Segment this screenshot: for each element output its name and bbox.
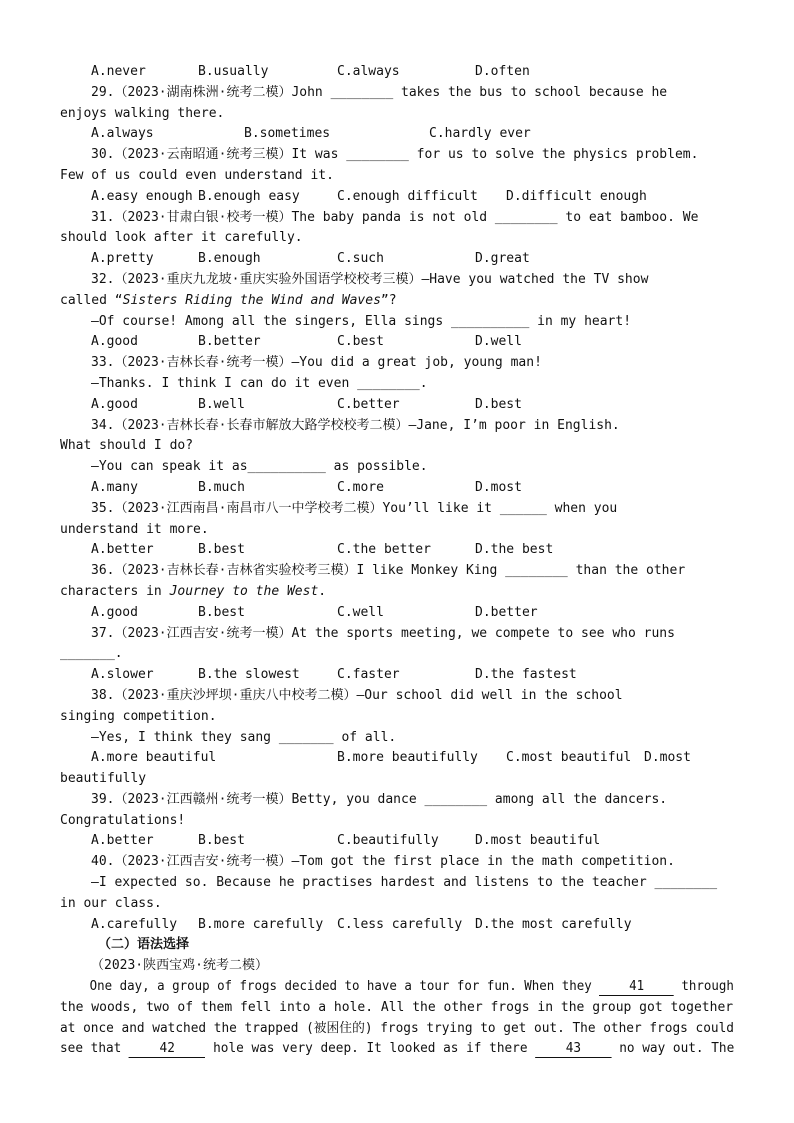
q35-stem-line1: 35.（2023·江西南昌·南昌市八一中学校考二模）You’ll like it ______ when you bbox=[91, 500, 618, 516]
passage-source: （2023·陕西宝鸡·统考二模） bbox=[91, 958, 268, 974]
q30-option-a: A.easy enough bbox=[91, 188, 193, 204]
q29-option-c: C.hardly ever bbox=[429, 126, 531, 142]
q36-option-d: D.better bbox=[475, 604, 538, 620]
q34-option-c: C.more bbox=[337, 479, 384, 495]
q36-book-title: Journey to the West bbox=[169, 583, 319, 599]
q28-option-a: A.never bbox=[91, 64, 146, 79]
passage-text: hole was very deep. It looked as if there bbox=[205, 1041, 536, 1057]
q28-options bbox=[60, 62, 734, 83]
q38-option-d-continued: beautifully bbox=[60, 771, 147, 787]
q28-option-b: B.usually bbox=[198, 64, 269, 79]
q31-stem-line2: should look after it carefully. bbox=[60, 230, 303, 246]
q36-stem-suffix: . bbox=[318, 583, 327, 599]
q30-option-c: C.enough difficult bbox=[337, 188, 478, 204]
passage-line2: the woods, two of them fell into a hole. All the other frogs in the group got together bbox=[60, 999, 734, 1015]
q32-stem-prefix: called “ bbox=[60, 292, 123, 308]
q34-option-a: A.many bbox=[91, 479, 138, 495]
q33-stem-line1: 33.（2023·吉林长春·统考一模）—You did a great job, young man! bbox=[91, 355, 542, 371]
q28-option-c: C.always bbox=[337, 64, 400, 79]
q37-option-a: A.slower bbox=[91, 667, 154, 683]
q29-option-a: A.always bbox=[91, 126, 154, 142]
passage-text: no way out. The bbox=[611, 1041, 735, 1057]
q36-stem-prefix: characters in bbox=[60, 583, 170, 599]
q38-option-a: A.more beautiful bbox=[91, 750, 217, 766]
q39-option-b: B.best bbox=[198, 833, 245, 849]
q28-option-d: D.often bbox=[475, 64, 530, 79]
q40-stem-line2: —I expected so. Because he practises hardest and listens to the teacher ________ bbox=[91, 875, 718, 891]
q37-option-b: B.the slowest bbox=[198, 667, 300, 683]
q34-option-d: D.most bbox=[475, 479, 522, 495]
passage-line1 bbox=[60, 977, 734, 998]
q36-option-b: B.best bbox=[198, 604, 245, 620]
q38-option-d: D.most bbox=[644, 750, 691, 766]
q40-option-d: D.the most carefully bbox=[475, 916, 632, 932]
q40-options bbox=[60, 915, 734, 936]
passage-line3: at once and watched the trapped (被困住的) frogs trying to get out. The other frogs could bbox=[60, 1020, 734, 1036]
q32-option-a: A.good bbox=[91, 334, 138, 350]
q32-option-c: C.best bbox=[337, 334, 384, 350]
q33-options bbox=[60, 395, 734, 416]
q33-option-a: A.good bbox=[91, 396, 138, 412]
q31-options bbox=[60, 249, 734, 270]
q37-stem-line2: _______. bbox=[60, 646, 123, 662]
q31-stem-line1: 31.（2023·甘肃白银·校考一模）The baby panda is not old ________ to eat bamboo. We bbox=[91, 209, 699, 225]
q32-stem-line3: —Of course! Among all the singers, Ella sings __________ in my heart! bbox=[91, 313, 632, 329]
q34-stem-line1: 34.（2023·吉林长春·长春市解放大路学校校考二模）—Jane, I’m poor in English. bbox=[91, 417, 620, 433]
q36-options bbox=[60, 603, 734, 624]
q34-options bbox=[60, 478, 734, 499]
q35-option-c: C.the better bbox=[337, 542, 431, 558]
q35-options bbox=[60, 540, 734, 561]
exam-page bbox=[60, 62, 734, 1060]
q37-option-d: D.the fastest bbox=[475, 667, 577, 683]
q40-option-c: C.less carefully bbox=[337, 916, 463, 932]
q36-stem-line2 bbox=[60, 582, 734, 603]
q35-option-a: A.better bbox=[91, 542, 154, 558]
q39-stem-line1: 39.（2023·江西赣州·统考一模）Betty, you dance ________ among all the dancers. bbox=[91, 791, 668, 807]
q32-stem-suffix: ”? bbox=[380, 292, 397, 308]
q34-stem-line2: What should I do? bbox=[60, 438, 194, 454]
q32-option-d: D.well bbox=[475, 334, 522, 350]
q35-option-d: D.the best bbox=[475, 542, 554, 558]
q40-stem-line1: 40.（2023·江西吉安·统考一模）—Tom got the first place in the math competition. bbox=[91, 854, 675, 870]
q34-stem-line3: —You can speak it as__________ as possible. bbox=[91, 459, 428, 475]
q33-option-b: B.well bbox=[198, 396, 245, 412]
passage-line4 bbox=[60, 1039, 735, 1060]
passage-text: through bbox=[673, 979, 734, 995]
q32-stem-line1: 32.（2023·重庆九龙坡·重庆实验外国语学校校考三模）—Have you watched the TV show bbox=[91, 271, 649, 287]
q36-stem-line1: 36.（2023·吉林长春·吉林省实验校考三模）I like Monkey King ________ than the other bbox=[91, 563, 686, 579]
q39-option-a: A.better bbox=[91, 833, 154, 849]
q32-show-title: Sisters Riding the Wind and Waves bbox=[122, 292, 381, 308]
q40-option-b: B.more carefully bbox=[198, 916, 324, 932]
q38-option-b: B.more beautifully bbox=[337, 750, 478, 766]
q37-option-c: C.faster bbox=[337, 667, 400, 683]
q39-option-c: C.beautifully bbox=[337, 833, 439, 849]
q32-option-b: B.better bbox=[198, 334, 261, 350]
q32-options bbox=[60, 332, 734, 353]
q38-option-c: C.most beautiful bbox=[506, 750, 632, 766]
q37-stem-line1: 37.（2023·江西吉安·统考一模）At the sports meeting, we compete to see who runs bbox=[91, 625, 675, 641]
q33-option-c: C.better bbox=[337, 396, 400, 412]
q30-option-d: D.difficult enough bbox=[506, 188, 647, 204]
q30-stem-line1: 30.（2023·云南昭通·统考三模）It was ________ for us to solve the physics problem. bbox=[91, 147, 699, 163]
q31-option-d: D.great bbox=[475, 251, 530, 267]
section-heading: （二）语法选择 bbox=[98, 937, 190, 953]
q35-option-b: B.best bbox=[198, 542, 245, 558]
q29-options bbox=[60, 124, 734, 145]
q35-stem-line2: understand it more. bbox=[60, 521, 209, 537]
q37-options bbox=[60, 665, 734, 686]
q33-stem-line2: —Thanks. I think I can do it even ________. bbox=[91, 375, 428, 391]
q30-stem-line2: Few of us could even understand it. bbox=[60, 167, 334, 183]
blank-41: 41 bbox=[599, 979, 674, 996]
q36-option-a: A.good bbox=[91, 604, 138, 620]
q39-option-d: D.most beautiful bbox=[475, 833, 601, 849]
q30-option-b: B.enough easy bbox=[198, 188, 300, 204]
passage-text: One day, a group of frogs decided to have a tour for fun. When they bbox=[89, 979, 600, 995]
q31-option-b: B.enough bbox=[198, 251, 261, 267]
q40-option-a: A.carefully bbox=[91, 916, 178, 932]
q39-stem-line2: Congratulations! bbox=[60, 812, 186, 828]
q29-stem-line1: 29.（2023·湖南株洲·统考二模）John ________ takes the bus to school because he bbox=[91, 84, 668, 100]
passage-text: see that bbox=[60, 1041, 130, 1057]
q38-options bbox=[60, 748, 734, 769]
q38-stem-line1: 38.（2023·重庆沙坪坝·重庆八中校考二模）—Our school did well in the school bbox=[91, 687, 623, 703]
q38-stem-line3: —Yes, I think they sang _______ of all. bbox=[91, 729, 397, 745]
q34-option-b: B.much bbox=[198, 479, 245, 495]
q36-option-c: C.well bbox=[337, 604, 384, 620]
q31-option-c: C.such bbox=[337, 251, 384, 267]
q29-stem-line2: enjoys walking there. bbox=[60, 105, 225, 121]
q39-options bbox=[60, 831, 734, 852]
q29-option-b: B.sometimes bbox=[244, 126, 331, 142]
q32-stem-line2 bbox=[60, 291, 734, 312]
q40-stem-line3: in our class. bbox=[60, 895, 162, 911]
q30-options bbox=[60, 187, 734, 208]
blank-42: 42 bbox=[129, 1041, 205, 1058]
blank-43: 43 bbox=[535, 1041, 611, 1058]
q31-option-a: A.pretty bbox=[91, 251, 154, 267]
q38-stem-line2: singing competition. bbox=[60, 708, 217, 724]
q33-option-d: D.best bbox=[475, 396, 522, 412]
